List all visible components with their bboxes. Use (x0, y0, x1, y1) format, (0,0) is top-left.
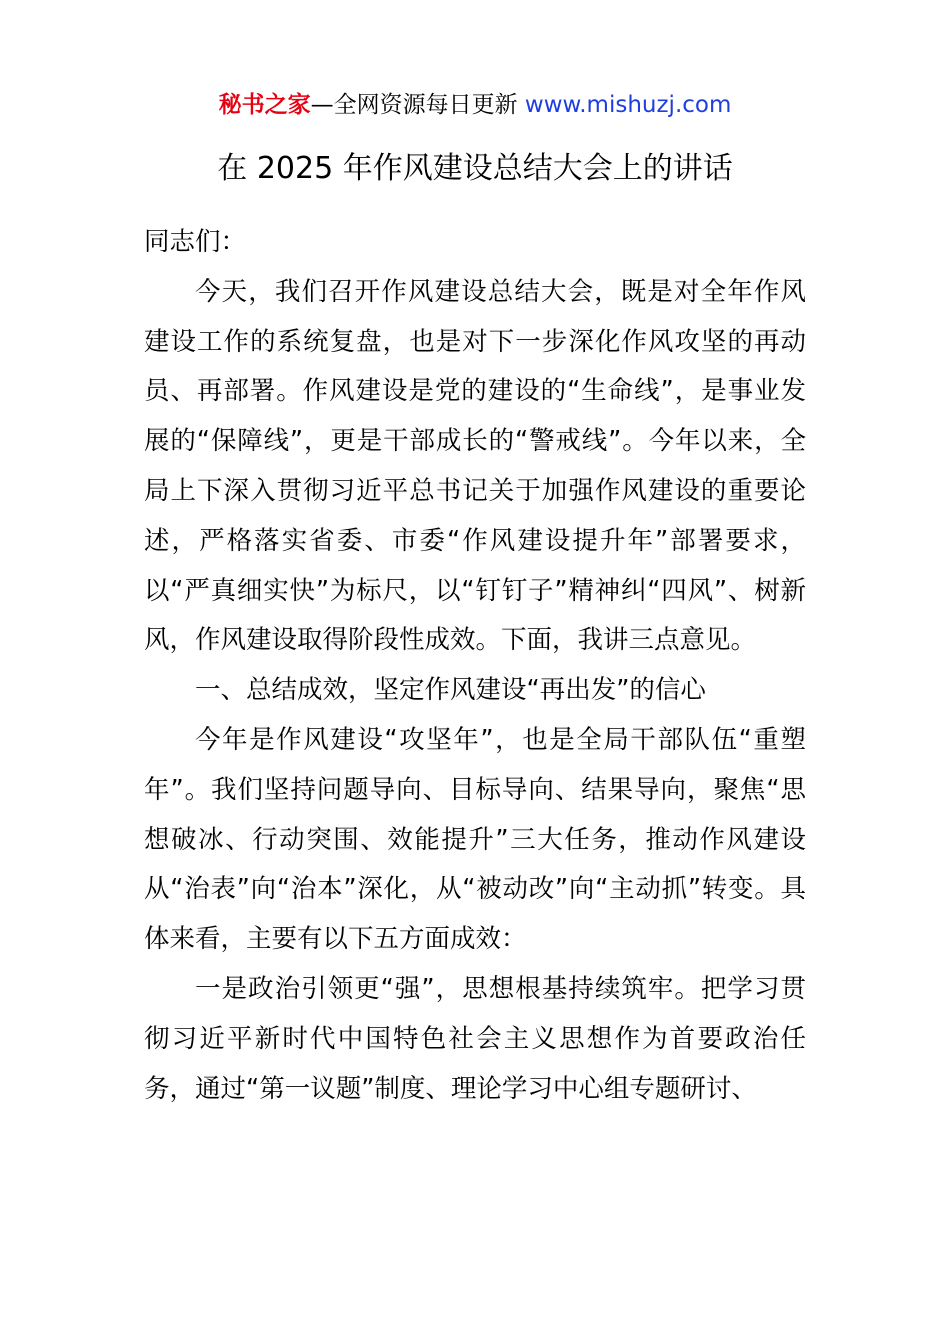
document-title: 在 2025 年作风建设总结大会上的讲话 (217, 151, 733, 186)
greeting: 同志们： (144, 227, 247, 257)
site-url-link[interactable]: www.mishuzj.com (524, 92, 732, 118)
header-dash: — (310, 92, 334, 118)
section-heading-1: 一、总结成效，坚定作风建设“再出发”的信心 (195, 675, 706, 706)
document-body (144, 218, 806, 1114)
paragraph-point-1: 一是政治引领更“强”，思想根基持续筑牢。把学习贯彻习近平新时代中国特色社会主义思想作为首要政治任务，通过“第一议题”制度、理论学习中心组专题研讨、 (144, 973, 806, 1104)
paragraph-intro: 今天，我们召开作风建设总结大会，既是对全年作风建设工作的系统复盘，也是对下一步深化作风攻坚的再动员、再部署。作风建设是党的建设的“生命线”，是事业发展的“保障线”，更是干部成长的“警戒线”。今年以来，全局上下深入贯彻习近平总书记关于加强作风建设的重要论述，严格落实省委、市委“作风建设提升年”部署要求，以“严真细实快”为标尺，以“钉钉子”精神纠“四风”、树新风，作风建设取得阶段性成效。下面，我讲三点意见。 (144, 276, 806, 656)
header-slogan: 全网资源每日更新 (333, 92, 518, 118)
brand-name: 秘书之家 (218, 92, 311, 118)
paragraph-summary: 今年是作风建设“攻坚年”，也是全局干部队伍“重塑年”。我们坚持问题导向、目标导向、结果导向，聚焦“思想破冰、行动突围、效能提升”三大任务，推动作风建设从“治表”向“治本”深化，从“被动改”向“主动抓”转变。具体来看，主要有以下五方面成效： (144, 724, 806, 955)
site-header (0, 88, 950, 122)
